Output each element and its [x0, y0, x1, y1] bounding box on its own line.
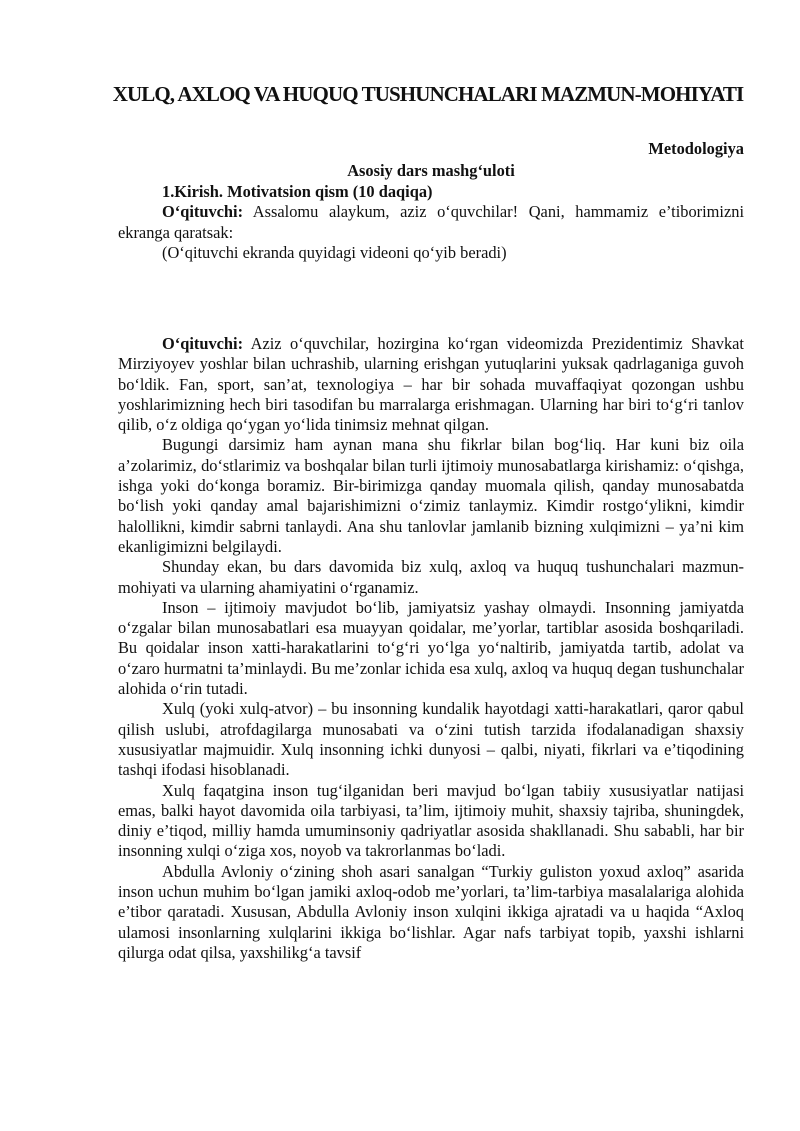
intro-note: (O‘qituvchi ekranda quyidagi videoni qo‘yib beradi) [162, 242, 507, 262]
body-paragraph: Abdulla Avloniy o‘zining shoh asari sanalgan “Turkiy guliston yoxud axloq” asarida inson uchun muhim bo‘lgan jamiki axloq-odob me’yorlari, ta’lim-tarbiya masalalariga alohida e’tibor qaratadi. Xususan, Abdulla Avloniy inson xulqini ikkiga ajratadi va u haqida “Axloq ulamosi insonlarning xulqlarini ikkiga bo‘lishlar. Agar nafs tarbiyat topib, yaxshi ishlarni qilurga odat qilsa, yaxshilikg‘a tavsif [118, 861, 744, 962]
intro-text: Assalomu alaykum, aziz o‘quvchilar! Qani, hammamiz e’tiborimizni ekranga qaratsak: [118, 202, 744, 242]
body-paragraph: Inson – ijtimoiy mavjudot bo‘lib, jamiyatsiz yashay olmaydi. Insonning jamiyatda o‘zgalar bilan munosabatlari esa muayyan qoidalar, me’yorlar, tartiblar asosida boshqariladi. Bu qoidalar inson xatti-harakatlarini to‘g‘ri yo‘lga yo‘naltirib, jamiyatda tartib, adolat va o‘zaro hurmatni ta’minlaydi. Bu me’zonlar ichida esa xulq, axloq va huquq degan tushunchalar alohida o‘rin tutadi. [118, 597, 744, 699]
main-section [118, 334, 744, 963]
speaker-label: O‘qituvchi: [162, 202, 244, 222]
body-paragraph: Xulq faqatgina inson tug‘ilganidan beri mavjud bo‘lgan tabiiy xususiyatlar natijasi emas, balki hayot davomida oila tarbiyasi, ta’lim, ijtimoiy muhit, shaxsiy tajriba, shuningdek, diniy e’tiqod, milliy hamda umuminsoniy qadriyatlar asosida shakllanadi. Shu sababli, har bir insonning xulqi o‘ziga xos, noyob va takrorlanmas bo‘ladi. [118, 780, 744, 861]
intro-paragraph [118, 202, 744, 243]
body-paragraph: Bugungi darsimiz ham aynan mana shu fikrlar bilan bog‘liq. Har kuni biz oila a’zolarimiz, do‘stlarimiz va boshqalar bilan turli ijtimoiy munosabatlarga kirishamiz: o‘qishga, ishga yoki do‘konga boramiz. Bir-birimizga qanday muomala qilish, qanday munosabatda bo‘lish yoki qanday amal bajarishimizni o‘zimiz tanlaymiz. Kimdir rostgo‘ylikni, kimdir halollikni, kimdir sabrni tanlaydi. Ana shu tanlovlar jamlanib bizning xulqimizni – ya’ni kim ekanligimizni belgilaydi. [118, 435, 744, 556]
category-label: Metodologiya [648, 139, 744, 158]
main-first-paragraph [118, 334, 744, 435]
lesson-type-label: Asosiy dars mashg‘uloti [347, 161, 515, 180]
main-first-text: Aziz o‘quvchilar, hozirgina ko‘rgan videomizda Prezidentimiz Shavkat Mirziyoyev yoshlar bilan uchrashib, ularning erishgan yutuqlarini yuksak qadrlaganiga guvoh bo‘ldik. Fan, sport, san’at, texnologiya – har bir sohada muvaffaqiyat qozongan ushbu yoshlarimizning hech biri tasodifan bu marralarga erishmagan. Ularning har biri to‘g‘ri tanlov qilib, o‘z oldiga qo‘ygan yo‘lida tinimsiz mehnat qilgan. [118, 334, 744, 435]
body-paragraph: Xulq (yoki xulq-atvor) – bu insonning kundalik hayotdagi xatti-harakatlari, qaror qabul qilish uslubi, atrofdagilarga munosabati va o‘zini tutish tarzida ifodalanadigan shaxsiy xususiyatlar majmuidir. Xulq insonning ichki dunyosi – qalbi, niyati, fikrlari va e’tiqodining tashqi ifodasi hisoblanadi. [118, 699, 744, 780]
body-paragraph: Shunday ekan, bu dars davomida biz xulq, axloq va huquq tushunchalari mazmun-mohiyati va ularning ahamiyatini o‘rganamiz. [118, 557, 744, 597]
page-title: XULQ, AXLOQ VA HUQUQ TUSHUNCHALARI MAZMUN-MOHIYATI [112, 82, 744, 106]
intro-section [118, 182, 744, 263]
speaker-label: O‘qituvchi: [162, 334, 244, 353]
section-heading: 1.Kirish. Motivatsion qism (10 daqiqa) [162, 182, 433, 201]
